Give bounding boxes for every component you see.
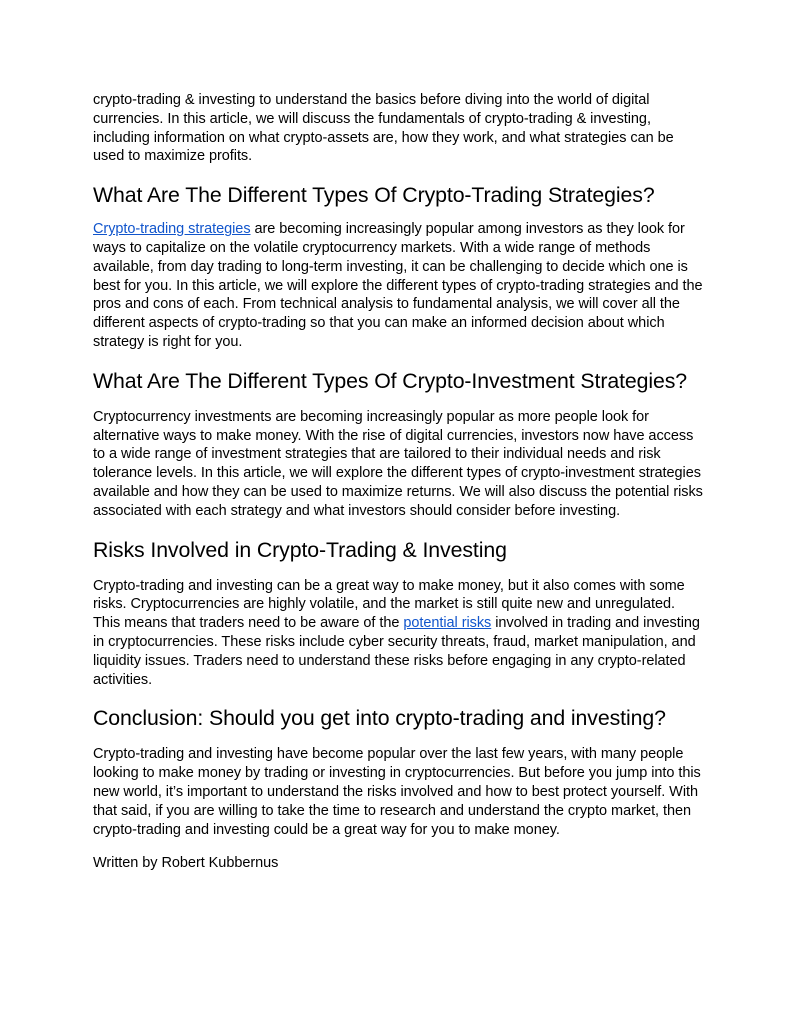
conclusion-text: Crypto-trading and investing have become popular over the last few years, with many people looking to make money by trading or investing in cryptocurrencies. But before you jump into this new world, it’s important to understand the risks involved and how to best protect yourself. With that said, if you are willing to take the time to research and understand the crypto market, then crypto-trading and investing could be a great way for you to make money. [93, 746, 701, 838]
investment-paragraph [93, 408, 705, 521]
heading-conclusion: Conclusion: Should you get into crypto-trading and investing? [93, 706, 666, 731]
trading-paragraph [93, 220, 705, 352]
investment-text: Cryptocurrency investments are becoming increasingly popular as more people look for alternative ways to make money. With the rise of digital currencies, investors now have access to a wide range of investment strategies that are tailored to their individual needs and risk tolerance levels. In this article, we will explore the different types of crypto-investment strategies available and how they can be used to maximize returns. We will also discuss the potential risks associated with each strategy and what investors should consider before investing. [93, 408, 703, 519]
document-page [93, 91, 705, 873]
author-byline: Written by Robert Kubbernus [93, 855, 279, 872]
intro-paragraph [93, 91, 705, 166]
intro-text: crypto-trading & investing to understand the basics before diving into the world of digital currencies. In this article, we will discuss the fundamentals of crypto-trading & investing, including information on what crypto-assets are, how they work, and what strategies can be used to maximize profits. [93, 92, 674, 165]
risks-paragraph [93, 577, 705, 690]
heading-risks: Risks Involved in Crypto-Trading & Investing [93, 537, 507, 562]
risks-text-after: involved in trading and investing in cryptocurrencies. These risks include cyber security threats, fraud, market manipulation, and liquidity issues. Traders need to understand these risks before engaging in any crypto-related activities. [93, 615, 700, 688]
risks-text-before: Crypto-trading and investing can be a great way to make money, but it also comes with some risks. Cryptocurrencies are highly volatile, and the market is still quite new and unregulated. This means that traders need to be aware of the [93, 577, 685, 632]
trading-text: are becoming increasingly popular among investors as they look for ways to capitalize on the volatile cryptocurrency markets. With a wide range of methods available, from day trading to long-term investing, it can be challenging to decide which one is best for you. In this article, we will explore the different types of crypto-trading strategies and the pros and cons of each. From technical analysis to fundamental analysis, we will cover all the different aspects of crypto-trading so that you can make an informed decision about which strategy is right for you. [93, 221, 703, 350]
heading-trading-strategies: What Are The Different Types Of Crypto-Trading Strategies? [93, 183, 655, 208]
heading-investment-strategies: What Are The Different Types Of Crypto-Investment Strategies? [93, 368, 688, 393]
crypto-trading-strategies-link[interactable]: Crypto-trading strategies [93, 221, 251, 238]
conclusion-paragraph [93, 745, 705, 839]
potential-risks-link[interactable]: potential risks [403, 615, 492, 632]
